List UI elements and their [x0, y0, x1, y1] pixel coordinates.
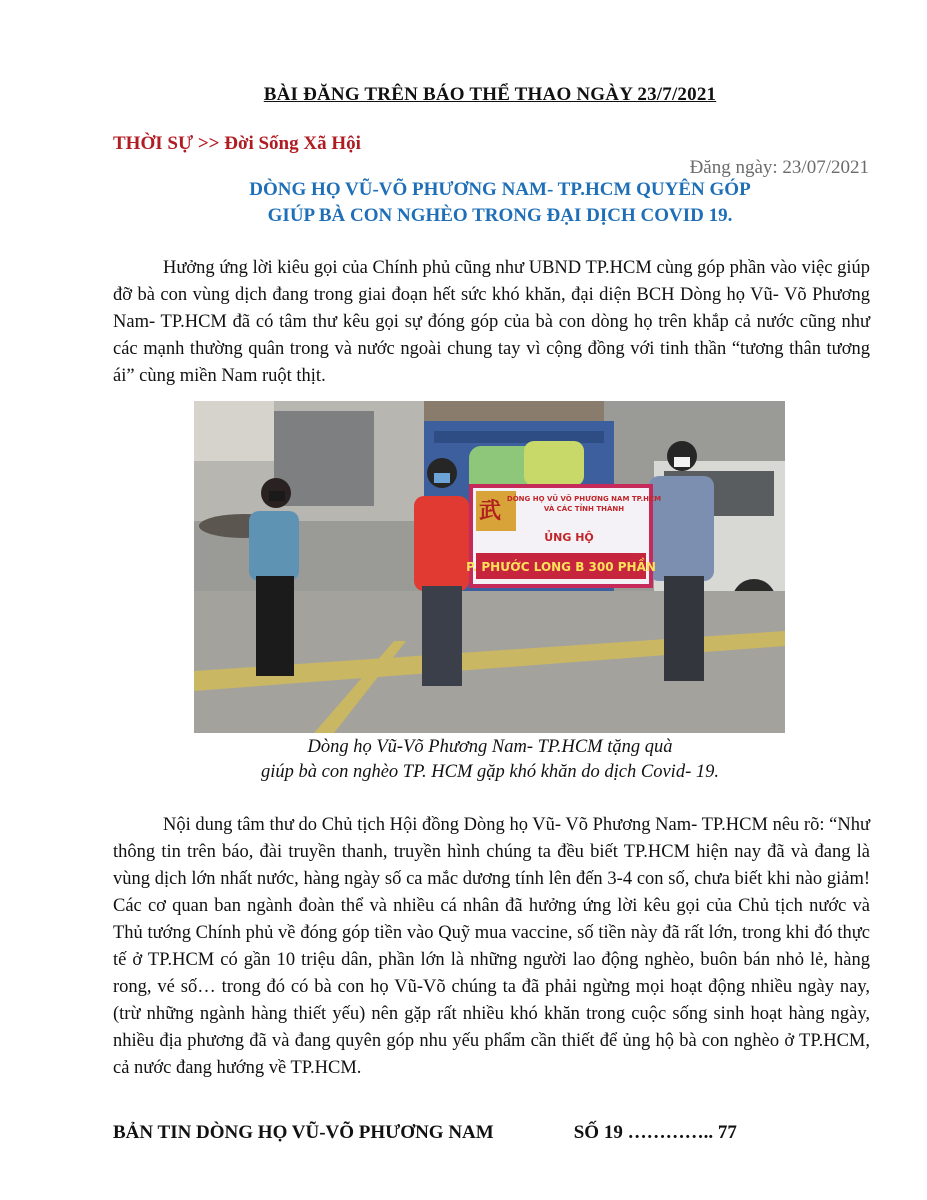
photo-caption-line-2: giúp bà con nghèo TP. HCM gặp khó khăn do dịch Covid- 19. [260, 762, 719, 782]
letter-paragraph [113, 812, 870, 1082]
footer-publication: BẢN TIN DÒNG HỌ VŨ-VÕ PHƯƠNG NAM [113, 1122, 494, 1143]
article-headline-line-2: GIÚP BÀ CON NGHÈO TRONG ĐẠI DỊCH COVID 19. [267, 205, 733, 226]
photo-caption-line-1: Dòng họ Vũ-Võ Phương Nam- TP.HCM tặng quà [307, 737, 673, 757]
document-header-title: BÀI ĐĂNG TRÊN BÁO THỂ THAO NGÀY 23/7/2021 [263, 84, 717, 105]
intro-paragraph [113, 255, 870, 390]
banner-line-3: ỦNG HỘ [544, 531, 594, 544]
page-footer [113, 1122, 737, 1144]
article-headline-line-1: DÒNG HỌ VŨ-VÕ PHƯƠNG NAM- TP.HCM QUYÊN GÓP [249, 179, 751, 200]
family-crest-glyph: 武 [479, 499, 502, 524]
footer-issue-page: SỐ 19 ………….. 77 [573, 1122, 737, 1143]
article-photo [194, 401, 785, 733]
banner-line-1: DÒNG HỌ VŨ VÕ PHƯƠNG NAM TP.HCM [506, 495, 662, 503]
section-breadcrumb: THỜI SỰ >> Đời Sống Xã Hội [113, 133, 361, 154]
banner-line-4: P. PHƯỚC LONG B 300 PHẦN [466, 560, 656, 574]
banner-line-2: VÀ CÁC TỈNH THÀNH [543, 505, 625, 513]
letter-paragraph-text: Nội dung tâm thư do Chủ tịch Hội đồng Dòng họ Vũ- Võ Phương Nam- TP.HCM nêu rõ: “Như thông tin trên báo, đài truyền thanh, truyền hình chúng ta đều biết TP.HCM hiện nay đã và đang là vùng dịch lớn nhất nước, hàng ngày số ca mắc dương tính lên đến 3-4 con số, chưa biết khi nào giảm! Các cơ quan ban ngành đoàn thể và nhiều cá nhân đã hưởng ứng lời kêu gọi của Chủ tịch nước và Thủ tướng Chính phủ về đóng góp tiền vào Quỹ mua vaccine, số tiền này đã rất lớn, trong khi đó thực tế ở TP.HCM có gần 10 triệu dân, phần lớn là những người lao động nghèo, buôn bán nhỏ lẻ, hàng rong, vé số… trong đó có bà con họ Vũ-Võ chúng ta đã phải ngừng mọi hoạt động nhiều ngày nay, (trừ những ngành hàng thiết yếu) nên gặp rất nhiều khó khăn trong cuộc sống sinh hoạt hàng ngày, nhiều địa phương đã và đang quyên góp nhu yếu phẩm cần thiết để ủng hộ bà con nghèo ở TP.HCM, cả nước đang hướng về TP.HCM. [113, 815, 870, 1078]
intro-paragraph-text: Hưởng ứng lời kiêu gọi của Chính phủ cũng như UBND TP.HCM cùng góp phần vào việc giúp đỡ bà con vùng dịch đang trong giai đoạn hết sức khó khăn, đại diện BCH Dòng họ Vũ- Võ Phương Nam- TP.HCM đã có tâm thư kêu gọi sự đóng góp của bà con dòng họ trên khắp cả nước cũng như các mạnh thường quân trong và nước ngoài chung tay vì cộng đồng với tinh thần “tương thân tương ái” cùng miền Nam ruột thịt. [113, 258, 870, 386]
post-date: Đăng ngày: 23/07/2021 [689, 157, 869, 178]
